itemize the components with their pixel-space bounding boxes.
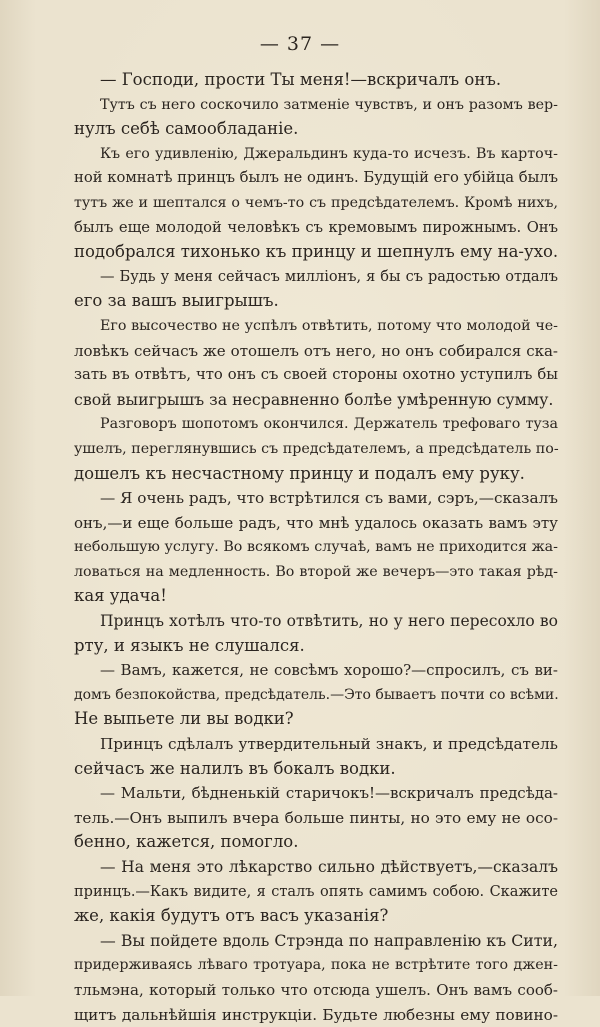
text-line: рту, и языкъ не слушался. — [74, 635, 305, 655]
text-line: принцъ.—Какъ видите, я сталъ опять самимъ собою. Скажите — [74, 883, 558, 900]
text-line: Его высочество не успѣлъ отвѣтить, потому что молодой че- — [100, 317, 558, 334]
text-line: зать въ отвѣтъ, что онъ съ своей стороны охотно уступилъ бы — [74, 366, 558, 384]
text-line: тльмэна, который только что отсюда ушелъ. Онъ вамъ сооб- — [74, 980, 558, 999]
text-line: — Мальти, бѣдненькій старичокъ!—вскричалъ предсѣда- — [100, 784, 558, 803]
text-line: ной комнатѣ принцъ былъ не одинъ. Будущій его убійца былъ — [74, 169, 559, 187]
text-line: его за вашъ выигрышъ. — [74, 291, 279, 311]
text-line: тель.—Онъ выпилъ вчера больше пинты, но это ему не осо- — [74, 808, 558, 827]
text-line: бенно, кажется, помогло. — [74, 832, 299, 852]
text-line: Принцъ хотѣлъ что-то отвѣтить, но у него пересохло во — [100, 612, 558, 631]
text-line: Тутъ съ него соскочило затменіе чувствъ, и онъ разомъ вер- — [100, 96, 558, 113]
text-line: Принцъ сдѣлалъ утвердительный знакъ, и предсѣдатель — [100, 735, 558, 754]
text-line: — Будь у меня сейчасъ милліонъ, я бы съ радостью отдалъ — [100, 268, 558, 285]
body-text — [74, 68, 558, 1027]
page-number: — 37 — — [259, 33, 341, 55]
text-line: — На меня это лѣкарство сильно дѣйствуетъ,—сказалъ — [100, 858, 558, 876]
text-line: Къ его удивленію, Джеральдинъ куда-то исчезъ. Въ карточ- — [100, 145, 558, 162]
text-line: — Господи, прости Ты меня!—вскричалъ онъ. — [100, 70, 502, 89]
text-line: — Вамъ, кажется, не совсѣмъ хорошо?—спросилъ, съ ви- — [100, 661, 558, 680]
text-line: щитъ дальнѣйшія инструкціи. Будьте любезны ему повино- — [74, 1005, 558, 1024]
text-line: кая удача! — [74, 586, 167, 606]
text-line: Разговоръ шопотомъ окончился. Держатель трефоваго туза — [100, 416, 558, 433]
text-line: Не выпьете ли вы водки? — [74, 709, 294, 729]
text-line: ловаться на медленность. Во второй же вечеръ—это такая рѣд- — [74, 563, 558, 580]
text-line: — Вы пойдете вдоль Стрэнда по направленію къ Сити, — [100, 930, 558, 950]
text-line: — Я очень радъ, что встрѣтился съ вами, сэръ,—сказалъ — [100, 489, 558, 508]
text-line: онъ,—и еще больше радъ, что мнѣ удалось оказать вамъ эту — [74, 513, 558, 532]
text-line: небольшую услугу. Во всякомъ случаѣ, вамъ не приходится жа- — [74, 539, 558, 556]
text-line: нулъ себѣ самообладаніе. — [74, 119, 299, 139]
text-line: домъ безпокойства, предсѣдатель.—Это бываетъ почти со всѣми. — [74, 686, 559, 703]
text-line: ловѣкъ сейчасъ же отошелъ отъ него, но онъ собирался ска- — [74, 341, 558, 360]
text-line: ушелъ, переглянувшись съ предсѣдателемъ, а предсѣдатель по- — [74, 440, 559, 457]
text-line: тутъ же и шептался о чемъ-то съ предсѣдателемъ. Кромѣ нихъ, — [74, 194, 558, 211]
text-line: придерживаясь лѣваго тротуара, пока не встрѣтите того джен- — [74, 957, 558, 974]
text-line: свой выигрышъ за несравненно болѣе умѣренную сумму. — [74, 389, 554, 409]
text-line: дошелъ къ несчастному принцу и подалъ ему руку. — [74, 463, 525, 483]
text-line: сейчасъ же налилъ въ бокалъ водки. — [74, 758, 396, 778]
text-line: былъ еще молодой человѣкъ съ кремовымъ пирожнымъ. Онъ — [74, 218, 558, 236]
text-line: же, какія будутъ отъ васъ указанія? — [74, 906, 389, 926]
text-line: подобрался тихонько къ принцу и шепнулъ ему на-ухо. — [74, 242, 559, 262]
